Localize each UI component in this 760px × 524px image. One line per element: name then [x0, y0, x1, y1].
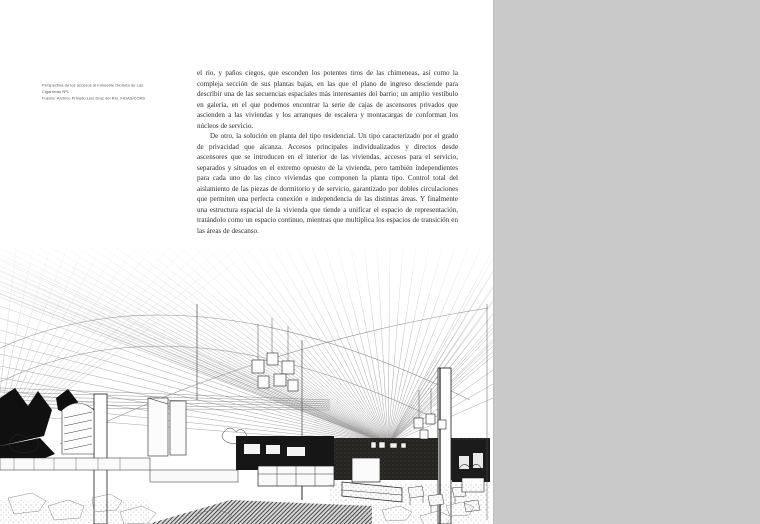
architectural-perspective-drawing	[0, 248, 493, 524]
dark-alcove	[452, 440, 490, 482]
body-text-column	[197, 68, 458, 236]
drawing-canvas	[0, 248, 493, 524]
spiral-stair	[62, 403, 94, 454]
body-paragraph: De otro, la solución en planta del tipo residencial. Un tipo caracterizado por el grado de privacidad que alcanza. Accesos principales individualizados y directos desde ascensores que se introducen en el interior de las viviendas, accesos para el servicio, separados y situados en el extremo opuesto de la vivienda, pero también independientes para cada uno de las cinco viviendas que componen la planta tipo. Control total del aislamiento de las piezas de dormitorio y de servicio, garantizado por dobles circulaciones que permiten una perfecta conexión e independencia de las distintas áreas. Y finalmente una estructura espacial de la vivienda que tiende a unificar el espacio de representación, tratándolo como un espacio continuo, mientras que multiplica los espacios de transición en las áreas de descanso.	[197, 132, 458, 235]
caption-line: Cigarreras Nº1	[42, 89, 70, 94]
credenza	[0, 458, 238, 482]
ceiling-light-fade	[0, 248, 493, 378]
caption-line: Fuente: Archivo Privado Luis Díaz del Río. FIDAS/COAS.	[42, 96, 147, 101]
caption-line: Perspectiva de los accesos al Inmueble Glorieta de Las	[42, 83, 144, 88]
figure-caption	[42, 82, 192, 102]
gravel-floor-left	[0, 500, 150, 524]
cabinet-towers	[148, 398, 186, 456]
body-paragraph: el río, y paños ciegos, que esconden los potentes tiros de las chimeneas, así como la compleja sección de sus plantas bajas, en las que el plano de ingreso desciende para describir una de las secuencias espaciales más interesantes del barrio; un amplio vestíbulo en galería, en el que podemos encontrar la serie de cajas de ascensores privados que ascienden a las viviendas y los arranques de escalera y montacargas de conforman los núcleos de servicio.	[197, 69, 458, 130]
gravel-floor	[330, 484, 490, 524]
dark-shelf-band	[236, 436, 334, 470]
desk-backdrop	[493, 0, 760, 524]
